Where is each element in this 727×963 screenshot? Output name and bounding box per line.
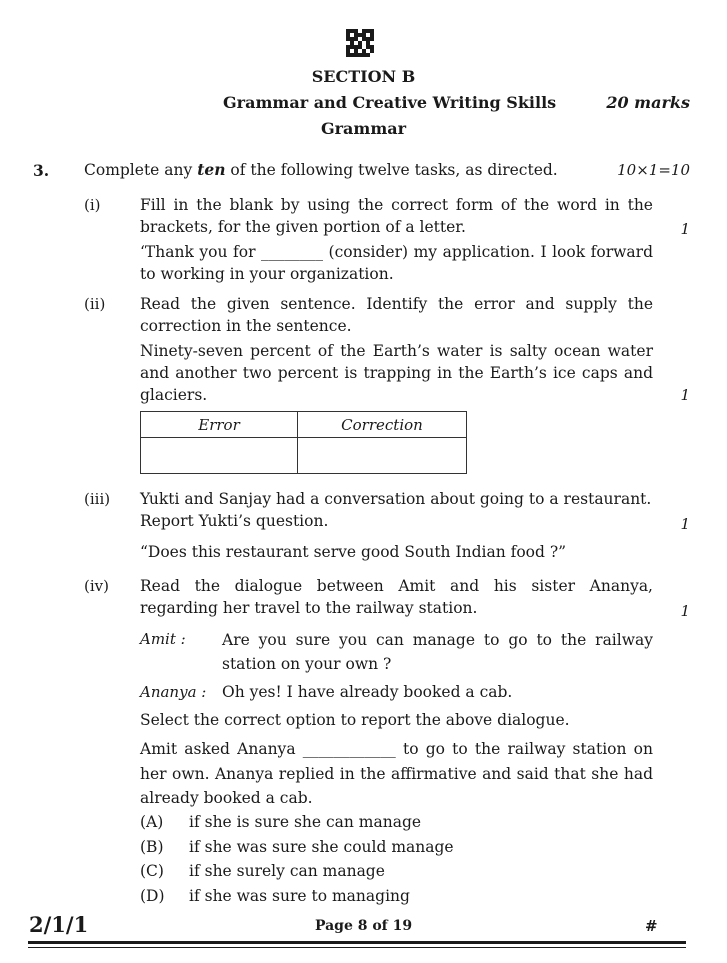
footer-divider-thin [28,947,686,948]
item-label: (i) [84,196,101,214]
question-instruction [84,159,558,181]
question-number: 3. [33,161,50,180]
instruction-post: of the following twelve tasks, as directed. [225,161,558,179]
item-iii-quote: “Does this restaurant serve good South Indian food ?” [140,543,567,561]
dialogue-speaker: Ananya : [140,683,207,701]
dialogue-line: Are you sure you can manage to go to the railway station on your own ? [222,631,653,673]
instruction-emphasis: ten [197,160,226,179]
item-label: (iv) [84,577,109,595]
option-key: (A) [140,813,164,831]
item-iii-mark: 1 [680,515,690,533]
option-key: (B) [140,838,164,856]
item-ii-instruction: Read the given sentence. Identify the error and supply the correction in the sentence. [140,295,653,335]
item-i-mark: 1 [680,220,690,238]
section-topic: Grammar [320,119,407,138]
table-cell-error[interactable] [141,438,298,474]
item-iv-instruction: Read the dialogue between Amit and his sister Ananya, regarding her travel to the railway station. [140,577,653,617]
dialogue-line: Oh yes! I have already booked a cab. [222,683,513,701]
dialogue-speaker: Amit : [140,630,186,648]
table-cell-correction[interactable] [298,438,467,474]
question-marks: 10×1=10 [617,161,690,179]
item-i-instruction: Fill in the blank by using the correct form of the word in the brackets, for the given portion of a letter. [140,196,653,236]
item-iv-passage: Amit asked Ananya ____________ to go to the railway station on her own. Ananya replied in the affirmative and said that she had already booked a cab. [140,740,653,807]
option-text[interactable]: if she was sure she could manage [189,838,454,856]
error-correction-table [140,411,467,474]
option-text[interactable]: if she is sure she can manage [189,813,422,831]
item-label: (ii) [84,295,106,313]
option-text[interactable]: if she surely can manage [189,862,385,880]
section-title: SECTION B [311,67,416,86]
item-label: (iii) [84,490,111,508]
table-header-correction: Correction [298,412,467,438]
instruction-pre: Complete any [84,161,198,179]
footer-divider [28,941,686,944]
option-key: (D) [140,887,165,905]
item-ii-mark: 1 [680,386,690,404]
item-iv-mark: 1 [680,602,690,620]
item-iii-instruction: Yukti and Sanjay had a conversation about going to a restaurant. Report Yukti’s question. [140,490,652,530]
footer-symbol: # [645,917,658,935]
section-marks: 20 marks [606,93,690,112]
qr-code-icon [346,29,374,57]
item-ii-text: Ninety-seven percent of the Earth’s water is salty ocean water and another two percent is trapping in the Earth’s ice caps and glaciers. [140,342,653,404]
section-subtitle: Grammar and Creative Writing Skills [223,93,557,112]
table-header-error: Error [141,412,298,438]
option-text[interactable]: if she was sure to managing [189,887,410,905]
item-i-text: ‘Thank you for ________ (consider) my application. I look forward to working in your organization. [140,243,653,283]
option-key: (C) [140,862,164,880]
footer-code: 2/1/1 [29,912,89,937]
item-iv-select: Select the correct option to report the above dialogue. [140,711,570,729]
footer-page: Page 8 of 19 [314,918,413,934]
